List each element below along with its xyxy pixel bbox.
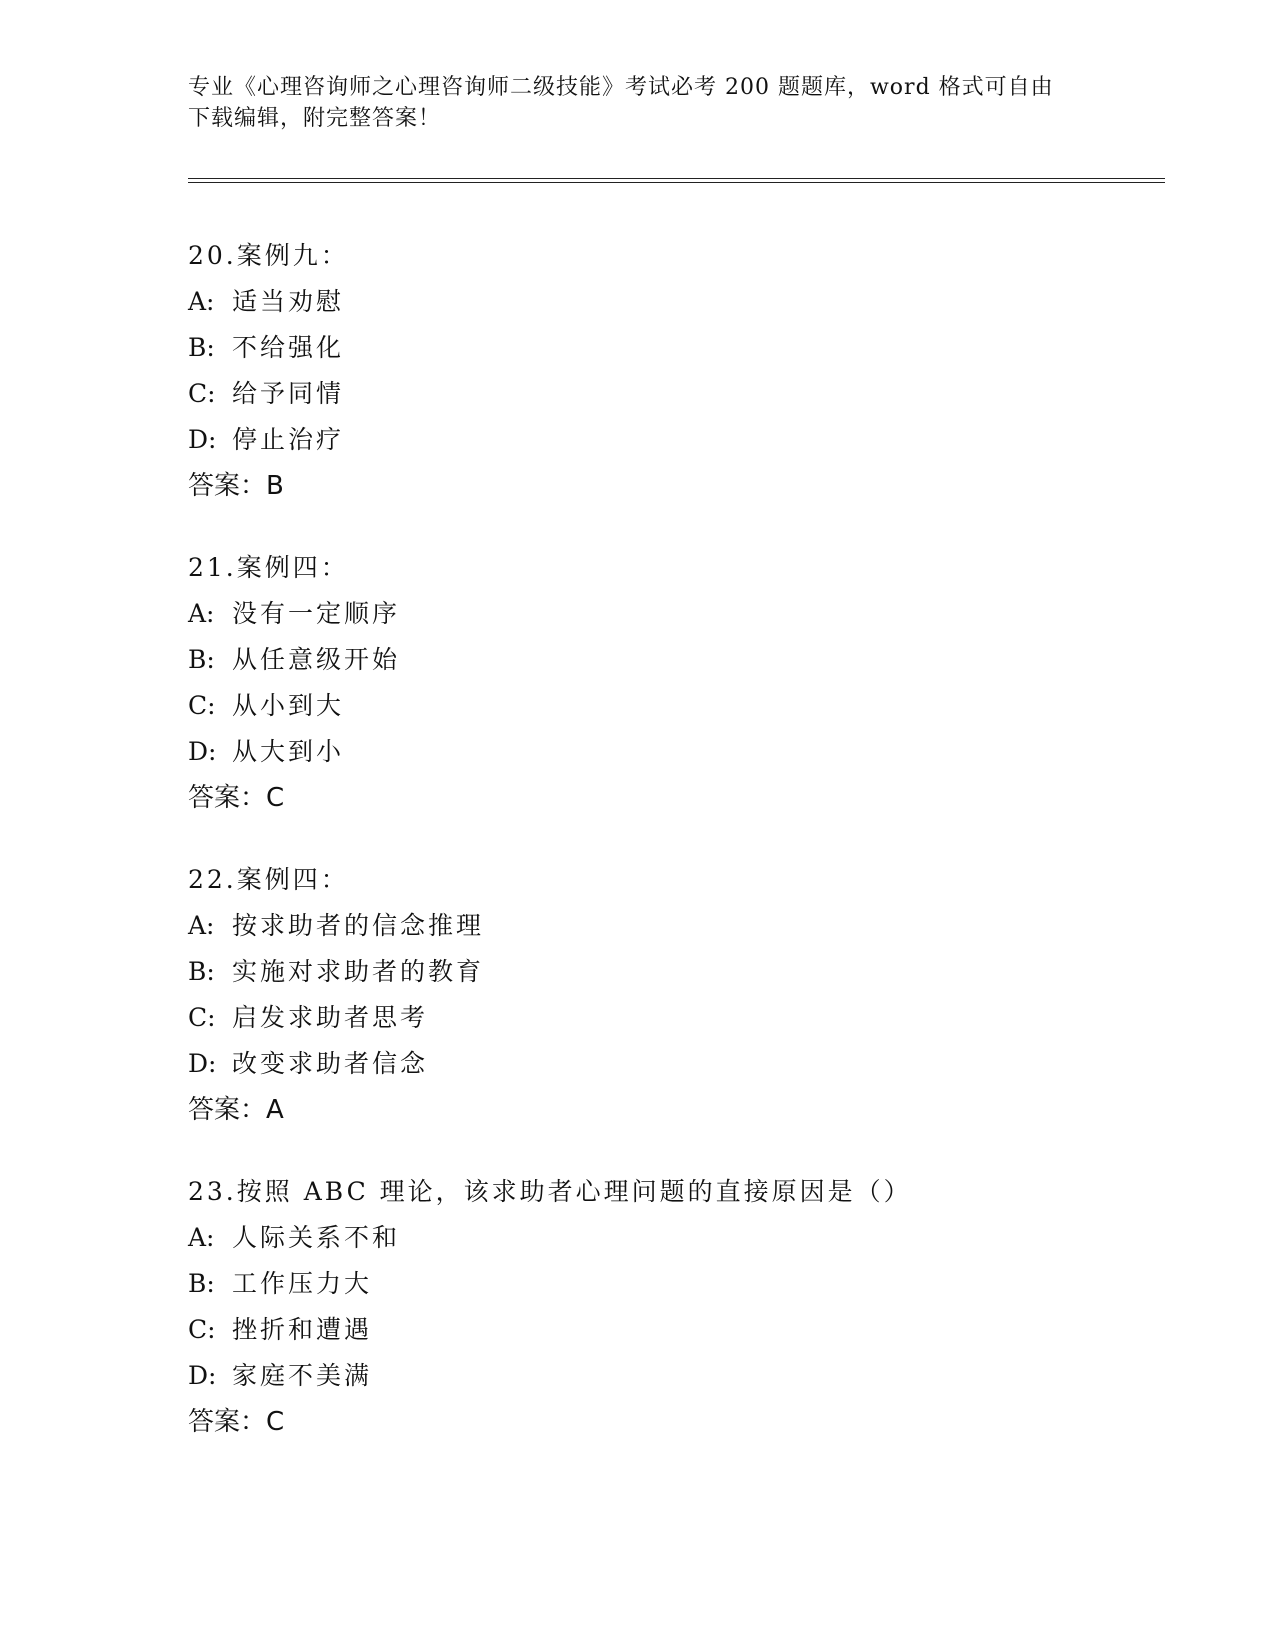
option-text: 按求助者的信念推理	[232, 911, 485, 940]
option-a	[188, 903, 1168, 949]
answer-line	[188, 1087, 1168, 1133]
option-letter: D:	[188, 1361, 217, 1390]
option-letter: B:	[188, 1269, 215, 1298]
option-text: 从小到大	[232, 691, 345, 720]
option-d	[188, 1353, 1168, 1399]
option-letter: D:	[188, 425, 217, 454]
question-number: 21.	[188, 553, 237, 582]
option-letter: A:	[188, 1223, 215, 1252]
answer-value: C	[266, 783, 285, 813]
question-text: 案例四：	[236, 553, 349, 582]
option-letter: A:	[188, 287, 215, 316]
option-letter: A:	[188, 599, 215, 628]
question-number: 22.	[188, 865, 237, 894]
option-c	[188, 683, 1168, 729]
option-text: 不给强化	[232, 333, 345, 362]
option-c	[188, 995, 1168, 1041]
answer-label: 答案：	[188, 471, 267, 501]
question-stem	[188, 545, 1168, 591]
option-d	[188, 1041, 1168, 1087]
option-letter: A:	[188, 911, 215, 940]
option-c	[188, 1307, 1168, 1353]
answer-label: 答案：	[188, 1095, 267, 1125]
option-a	[188, 1215, 1168, 1261]
option-a	[188, 591, 1168, 637]
option-letter: B:	[188, 645, 215, 674]
question-22	[188, 857, 1168, 1133]
option-text: 实施对求助者的教育	[232, 957, 485, 986]
document-intro	[188, 72, 1068, 134]
answer-line	[188, 463, 1168, 509]
option-text: 停止治疗	[232, 425, 345, 454]
option-b	[188, 637, 1168, 683]
option-text: 改变求助者信念	[232, 1049, 429, 1078]
option-letter: C:	[188, 379, 216, 408]
option-text: 人际关系不和	[232, 1223, 401, 1252]
option-text: 没有一定顺序	[232, 599, 401, 628]
answer-value: B	[266, 471, 284, 501]
question-text: 案例四：	[236, 865, 349, 894]
question-text: 按照 ABC 理论，该求助者心理问题的直接原因是（）	[236, 1177, 912, 1206]
option-c	[188, 371, 1168, 417]
option-text: 给予同情	[232, 379, 345, 408]
question-stem	[188, 857, 1168, 903]
answer-value: C	[266, 1407, 285, 1437]
question-list	[188, 233, 1168, 1481]
option-b	[188, 325, 1168, 371]
question-number: 23.	[188, 1177, 237, 1206]
option-text: 挫折和遭遇	[232, 1315, 373, 1344]
option-text: 适当劝慰	[232, 287, 345, 316]
question-number: 20.	[188, 241, 237, 270]
option-text: 从大到小	[232, 737, 345, 766]
answer-line	[188, 775, 1168, 821]
question-20	[188, 233, 1168, 509]
answer-label: 答案：	[188, 783, 267, 813]
option-d	[188, 729, 1168, 775]
option-a	[188, 279, 1168, 325]
option-letter: C:	[188, 1003, 216, 1032]
option-text: 工作压力大	[232, 1269, 373, 1298]
option-text: 家庭不美满	[232, 1361, 373, 1390]
question-23	[188, 1169, 1168, 1445]
option-letter: C:	[188, 691, 216, 720]
option-letter: B:	[188, 333, 215, 362]
option-letter: D:	[188, 1049, 217, 1078]
option-b	[188, 1261, 1168, 1307]
option-d	[188, 417, 1168, 463]
option-text: 从任意级开始	[232, 645, 401, 674]
question-stem	[188, 1169, 1168, 1215]
option-letter: B:	[188, 957, 215, 986]
double-divider	[188, 178, 1165, 183]
option-b	[188, 949, 1168, 995]
option-letter: D:	[188, 737, 217, 766]
answer-value: A	[266, 1095, 284, 1125]
answer-line	[188, 1399, 1168, 1445]
answer-label: 答案：	[188, 1407, 267, 1437]
question-21	[188, 545, 1168, 821]
question-text: 案例九：	[236, 241, 349, 270]
question-stem	[188, 233, 1168, 279]
option-letter: C:	[188, 1315, 216, 1344]
option-text: 启发求助者思考	[232, 1003, 429, 1032]
intro-text: 专业《心理咨询师之心理咨询师二级技能》考试必考 200 题题库，word 格式可自由下载编辑，附完整答案！	[188, 75, 1054, 131]
